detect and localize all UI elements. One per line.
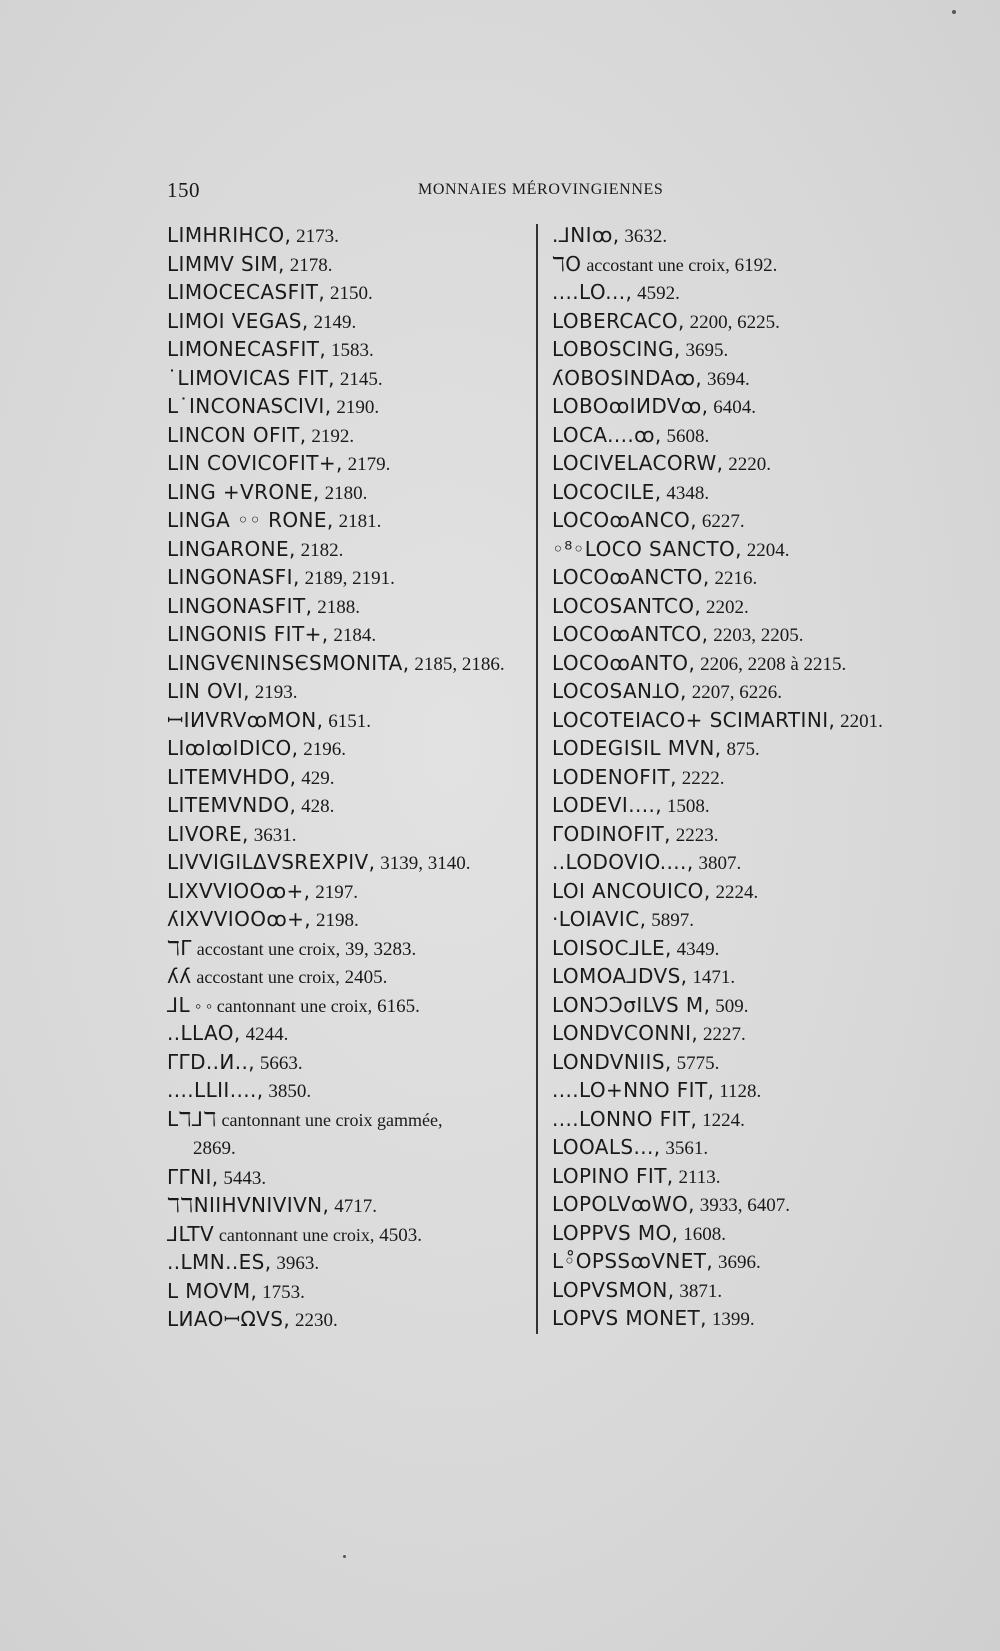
index-entry — [552, 221, 932, 250]
index-entry — [167, 962, 527, 991]
index-entry — [552, 820, 932, 849]
coin-references: 4503. — [379, 1224, 422, 1246]
coin-legend: LOI ANCOUICO, — [552, 878, 711, 903]
coin-legend: ..LODOVIO...., — [552, 850, 694, 874]
index-entry — [552, 848, 932, 877]
index-entry — [552, 563, 932, 592]
coin-references: 1753. — [262, 1281, 305, 1303]
coin-references: 4592. — [637, 283, 680, 304]
index-entry — [552, 763, 932, 792]
coin-legend: LODENOFIT, — [552, 764, 677, 789]
index-entry — [167, 1248, 527, 1277]
coin-references: 5608. — [666, 425, 710, 447]
paper-speck — [343, 1555, 346, 1558]
coin-references: 3933, 6407. — [699, 1195, 790, 1216]
coin-legend: ℸΓ — [167, 935, 192, 960]
coin-legend: LIMOI VEGAS, — [167, 308, 309, 333]
coin-legend: LODEVI...., — [552, 793, 662, 817]
coin-legend: LOMOA⅃DVS, — [552, 964, 688, 988]
legend-description: accostant une croix, — [196, 938, 341, 959]
coin-references: 2190. — [336, 397, 380, 418]
coin-references: 3850. — [268, 1081, 312, 1102]
coin-references: 2179. — [347, 454, 391, 475]
coin-legend: LINGONASFIT, — [167, 593, 313, 618]
coin-references: 5775. — [676, 1052, 720, 1074]
index-entry — [167, 364, 527, 393]
coin-legend: ℸO — [552, 251, 582, 276]
coin-legend: ⅃L — [167, 992, 191, 1017]
coin-legend: LITEMVNDO, — [167, 793, 297, 817]
coin-legend: LIN COVICOFIT+, — [167, 451, 343, 475]
coin-legend: LONDVCONNI, — [552, 1021, 699, 1045]
coin-legend: LOPVSMON, — [552, 1277, 675, 1302]
coin-references: 5897. — [651, 910, 694, 931]
coin-references: 2222. — [681, 767, 725, 789]
coin-references: 2206, 2208 à 2215. — [700, 653, 847, 675]
index-entry — [167, 1305, 527, 1334]
coin-legend: L◦̊OPSSꝏVNET, — [552, 1249, 714, 1273]
coin-legend: LOCIVELACORW, — [552, 451, 724, 475]
coin-references: 6404. — [713, 397, 756, 418]
index-entry — [552, 1076, 932, 1105]
index-entry — [552, 877, 932, 906]
coin-references: 2188. — [317, 596, 360, 618]
coin-references: 1224. — [702, 1109, 745, 1131]
index-entry — [167, 848, 527, 877]
coin-legend: LOCOSANTCO, — [552, 593, 702, 618]
index-entry — [167, 620, 527, 649]
index-entry — [167, 1191, 527, 1220]
coin-legend: LOCOꝏANCTO, — [552, 565, 710, 589]
coin-legend: LOBOꝏIИDVꝏ, — [552, 394, 709, 418]
coin-legend: ..LLAO, — [167, 1021, 241, 1045]
coin-legend: LIMONECASFIT, — [167, 337, 327, 361]
coin-references: 1508. — [666, 796, 710, 817]
coin-legend: ΓΓNI, — [167, 1164, 219, 1189]
coin-legend: LINGONASFI, — [167, 565, 300, 589]
coin-legend: LOPINO FIT, — [552, 1163, 674, 1188]
column-divider — [536, 224, 538, 1334]
index-entry — [167, 1019, 527, 1048]
coin-legend: LINCON OFIT, — [167, 422, 307, 447]
coin-legend: ....LLII...., — [167, 1078, 264, 1102]
coin-legend: LOPVS MONET, — [552, 1306, 707, 1330]
index-entry — [552, 506, 932, 535]
coin-references: 2150. — [330, 283, 373, 304]
coin-references: 3695. — [685, 340, 729, 361]
index-entry — [552, 1190, 932, 1219]
index-entry — [552, 449, 932, 478]
coin-legend: L˙INCONASCIVI, — [167, 394, 332, 418]
coin-references: 2182. — [300, 539, 344, 561]
coin-references: 2198. — [315, 910, 359, 931]
coin-legend: LOCA....ꝏ, — [552, 422, 662, 447]
coin-legend: ⅃LTV — [167, 1221, 215, 1246]
coin-references: 2216. — [714, 568, 758, 589]
index-entry — [552, 649, 932, 678]
index-entry — [552, 592, 932, 621]
index-entry — [167, 791, 527, 820]
index-entry — [167, 392, 527, 421]
coin-legend: ΓΓD..И.., — [167, 1049, 256, 1074]
coin-legend: ◦⁸◦LOCO SANCTO, — [552, 536, 742, 561]
coin-legend: ΓODINOFIT, — [552, 821, 671, 846]
index-entry — [167, 535, 527, 564]
coin-references: 2202. — [705, 596, 749, 618]
legend-description: ◦ ◦ cantonnant une croix, — [194, 995, 373, 1016]
coin-references: 4244. — [245, 1024, 289, 1045]
index-entry — [552, 335, 932, 364]
coin-legend: ·LOIAVIC, — [552, 907, 647, 931]
coin-references: 2192. — [311, 425, 355, 447]
coin-references: 2224. — [715, 881, 759, 903]
index-entry — [167, 991, 527, 1020]
coin-legend: ..LMN..ES, — [167, 1250, 272, 1274]
coin-legend: LODEGISIL MVN, — [552, 736, 722, 760]
index-entry — [167, 1277, 527, 1306]
index-entry — [552, 1019, 932, 1048]
index-entry — [552, 1247, 932, 1276]
coin-legend: LIN OVI, — [167, 679, 250, 703]
index-entry — [167, 677, 527, 706]
index-entry — [552, 421, 932, 450]
index-entry — [552, 1133, 932, 1162]
coin-legend: ℸℸNIIHVNIVIVN, — [167, 1193, 330, 1217]
coin-legend: LOISOC⅃LE, — [552, 935, 672, 960]
coin-references: 2220. — [728, 454, 772, 475]
coin-legend: LONDVNIIS, — [552, 1049, 672, 1074]
coin-references: 3963. — [276, 1253, 320, 1274]
coin-references: 1608. — [683, 1223, 727, 1245]
coin-legend: LIMMV SIM, — [167, 251, 285, 276]
index-entry — [552, 905, 932, 934]
coin-legend: ʎIXVVIOOꝏ+, — [167, 907, 312, 931]
coin-legend: LOCOꝏANCO, — [552, 508, 697, 532]
legend-description: cantonnant une croix gammée, — [221, 1109, 443, 1130]
coin-legend: LOBOSCING, — [552, 337, 681, 361]
coin-references: 2149. — [313, 311, 357, 333]
coin-legend: LINGARONE, — [167, 536, 296, 561]
coin-legend: LIVVIGILΔVSREXPIV, — [167, 850, 376, 874]
coin-references: 3871. — [679, 1280, 723, 1302]
coin-references: 1471. — [692, 967, 736, 988]
coin-references: 2184. — [333, 625, 377, 646]
index-entry — [552, 962, 932, 991]
index-entry — [167, 877, 527, 906]
coin-references: 6227. — [701, 511, 745, 532]
coin-references: 1128. — [719, 1081, 762, 1102]
index-entry — [167, 278, 527, 307]
coin-legend: LIVORE, — [167, 821, 249, 846]
coin-references: 3632. — [624, 226, 668, 247]
coin-references: 2178. — [289, 254, 333, 276]
coin-references: 1399. — [711, 1309, 755, 1330]
coin-legend: LOBERCACO, — [552, 308, 685, 333]
index-entry — [167, 478, 527, 507]
index-entry — [552, 791, 932, 820]
coin-references: 3631. — [253, 824, 297, 846]
coin-references: 2223. — [675, 824, 719, 846]
coin-legend: LOPOLVꝏWO, — [552, 1192, 695, 1216]
index-entry — [552, 1304, 932, 1333]
coin-references: 2227. — [703, 1024, 746, 1045]
coin-legend: LING +VRONE, — [167, 479, 320, 504]
index-entry — [167, 221, 527, 250]
right-column — [552, 221, 932, 1333]
index-entry — [167, 307, 527, 336]
coin-references: 39, 3283. — [345, 938, 417, 960]
coin-legend: LITEMVHDO, — [167, 764, 297, 789]
coin-legend: LIꝏIꝏIDICO, — [167, 736, 299, 760]
index-entry — [167, 706, 527, 735]
coin-references: 4348. — [666, 482, 710, 504]
legend-description: accostant une croix, — [196, 967, 340, 987]
coin-legend: LIMOCECASFIT, — [167, 280, 326, 304]
coin-legend: LOOALS..., — [552, 1135, 661, 1159]
index-entry — [167, 421, 527, 450]
index-entry — [167, 1076, 527, 1105]
index-entry — [552, 1048, 932, 1077]
index-entry — [167, 763, 527, 792]
coin-references: 2113. — [678, 1166, 721, 1188]
coin-references: 2145. — [339, 368, 383, 390]
coin-references: 509. — [715, 995, 749, 1017]
index-entry — [552, 706, 932, 735]
coin-references: 2173. — [296, 226, 339, 247]
coin-references: 4349. — [676, 938, 720, 960]
coin-references: 2203, 2205. — [713, 625, 804, 646]
index-entry — [167, 449, 527, 478]
coin-legend: Lℸ⅃ℸ — [167, 1106, 217, 1131]
coin-references: 2180. — [324, 482, 368, 504]
coin-references: 4717. — [334, 1196, 377, 1217]
coin-legend: LOCOꝏANTCO, — [552, 622, 709, 646]
coin-references: 2196. — [303, 739, 346, 760]
coin-legend: .⅃NIꝏ, — [552, 223, 620, 247]
index-entry — [167, 1105, 527, 1163]
coin-references: 3807. — [698, 853, 742, 874]
coin-references: 3694. — [706, 368, 750, 390]
coin-legend: LOPPVS MO, — [552, 1220, 679, 1245]
index-entry — [552, 734, 932, 763]
index-entry — [167, 649, 527, 678]
coin-legend: ʎOBOSINDAꝏ, — [552, 365, 703, 390]
coin-legend: LIXVVIOOꝏ+, — [167, 878, 311, 903]
index-entry — [552, 535, 932, 564]
coin-legend: ꟷIИVRVꝏMON, — [167, 707, 324, 732]
coin-references: 2197. — [315, 881, 358, 903]
index-entry — [167, 592, 527, 621]
coin-legend: ʎʎ — [167, 964, 192, 988]
legend-description: accostant une croix, — [586, 254, 730, 275]
index-entry — [552, 991, 932, 1020]
running-title: MONNAIES MÉROVINGIENNES — [418, 181, 664, 198]
index-entry — [167, 905, 527, 934]
index-entry — [552, 677, 932, 706]
coin-references: 6151. — [328, 710, 372, 732]
coin-references: 2869. — [193, 1137, 236, 1159]
index-entry — [552, 307, 932, 336]
index-entry — [167, 1163, 527, 1192]
coin-legend: LONƆƆσILVS M, — [552, 992, 711, 1017]
index-entry — [552, 364, 932, 393]
coin-legend: LINGA ◦◦ RONE, — [167, 508, 334, 532]
coin-references: 3139, 3140. — [380, 853, 471, 874]
coin-references: 2201. — [840, 710, 883, 732]
index-entry — [552, 934, 932, 963]
index-entry — [167, 563, 527, 592]
coin-references: 5443. — [223, 1167, 267, 1189]
coin-references: 6192. — [734, 254, 778, 276]
index-entry — [552, 392, 932, 421]
coin-legend: ....LONNO FIT, — [552, 1106, 698, 1131]
coin-references: 2193. — [254, 682, 298, 703]
index-entry — [167, 820, 527, 849]
index-entry — [167, 734, 527, 763]
coin-references: 3696. — [718, 1252, 761, 1273]
coin-legend: LIMHRIHCO, — [167, 223, 292, 247]
left-column — [167, 221, 527, 1334]
index-entry — [552, 1105, 932, 1134]
coin-legend: LOCOTEIACO+ SCIMARTINI, — [552, 707, 836, 732]
coin-legend: L MOVM, — [167, 1278, 258, 1303]
coin-references: 428. — [301, 796, 335, 817]
coin-references: 2181. — [338, 511, 382, 532]
coin-references: 429. — [301, 767, 335, 789]
index-entry — [552, 1219, 932, 1248]
coin-references: 875. — [726, 739, 760, 760]
coin-legend: LINGVЄNINSЄSMONITA, — [167, 650, 410, 675]
page-number: 150 — [167, 178, 200, 202]
coin-references: 2204. — [746, 539, 790, 561]
index-entry — [167, 1220, 527, 1249]
coin-legend: ....LO+NNO FIT, — [552, 1078, 715, 1102]
index-entry — [552, 620, 932, 649]
index-entry — [552, 1276, 932, 1305]
index-entry — [167, 1048, 527, 1077]
index-entry — [167, 506, 527, 535]
coin-references: 2405. — [344, 967, 388, 988]
index-entry — [552, 1162, 932, 1191]
coin-legend: LOCOꝏANTO, — [552, 650, 696, 675]
coin-references: 2185, 2186. — [414, 653, 505, 675]
coin-references: 2200, 6225. — [689, 311, 780, 333]
legend-description: cantonnant une croix, — [218, 1224, 375, 1245]
coin-legend: ˙LIMOVICAS FIT, — [167, 365, 335, 390]
index-entry — [167, 335, 527, 364]
coin-references: 5663. — [259, 1052, 303, 1074]
coin-references: 2230. — [294, 1310, 338, 1331]
coin-legend: LOCOCILE, — [552, 479, 662, 504]
coin-legend: ....LO..., — [552, 280, 633, 304]
coin-legend: LINGONIS FIT+, — [167, 622, 329, 646]
index-entry — [552, 278, 932, 307]
coin-references: 2207, 6226. — [691, 682, 782, 703]
coin-references: 6165. — [377, 995, 420, 1017]
coin-references: 3561. — [665, 1138, 709, 1159]
index-entry — [552, 478, 932, 507]
coin-references: 1583. — [331, 340, 374, 361]
paper-speck — [952, 10, 956, 14]
index-entry — [552, 250, 932, 279]
coin-legend: LИAOꟷΩVS, — [167, 1307, 291, 1331]
coin-references: 2189, 2191. — [304, 568, 395, 589]
coin-legend: LOCOSANꞱO, — [552, 679, 687, 703]
index-entry — [167, 250, 527, 279]
index-entry — [167, 934, 527, 963]
